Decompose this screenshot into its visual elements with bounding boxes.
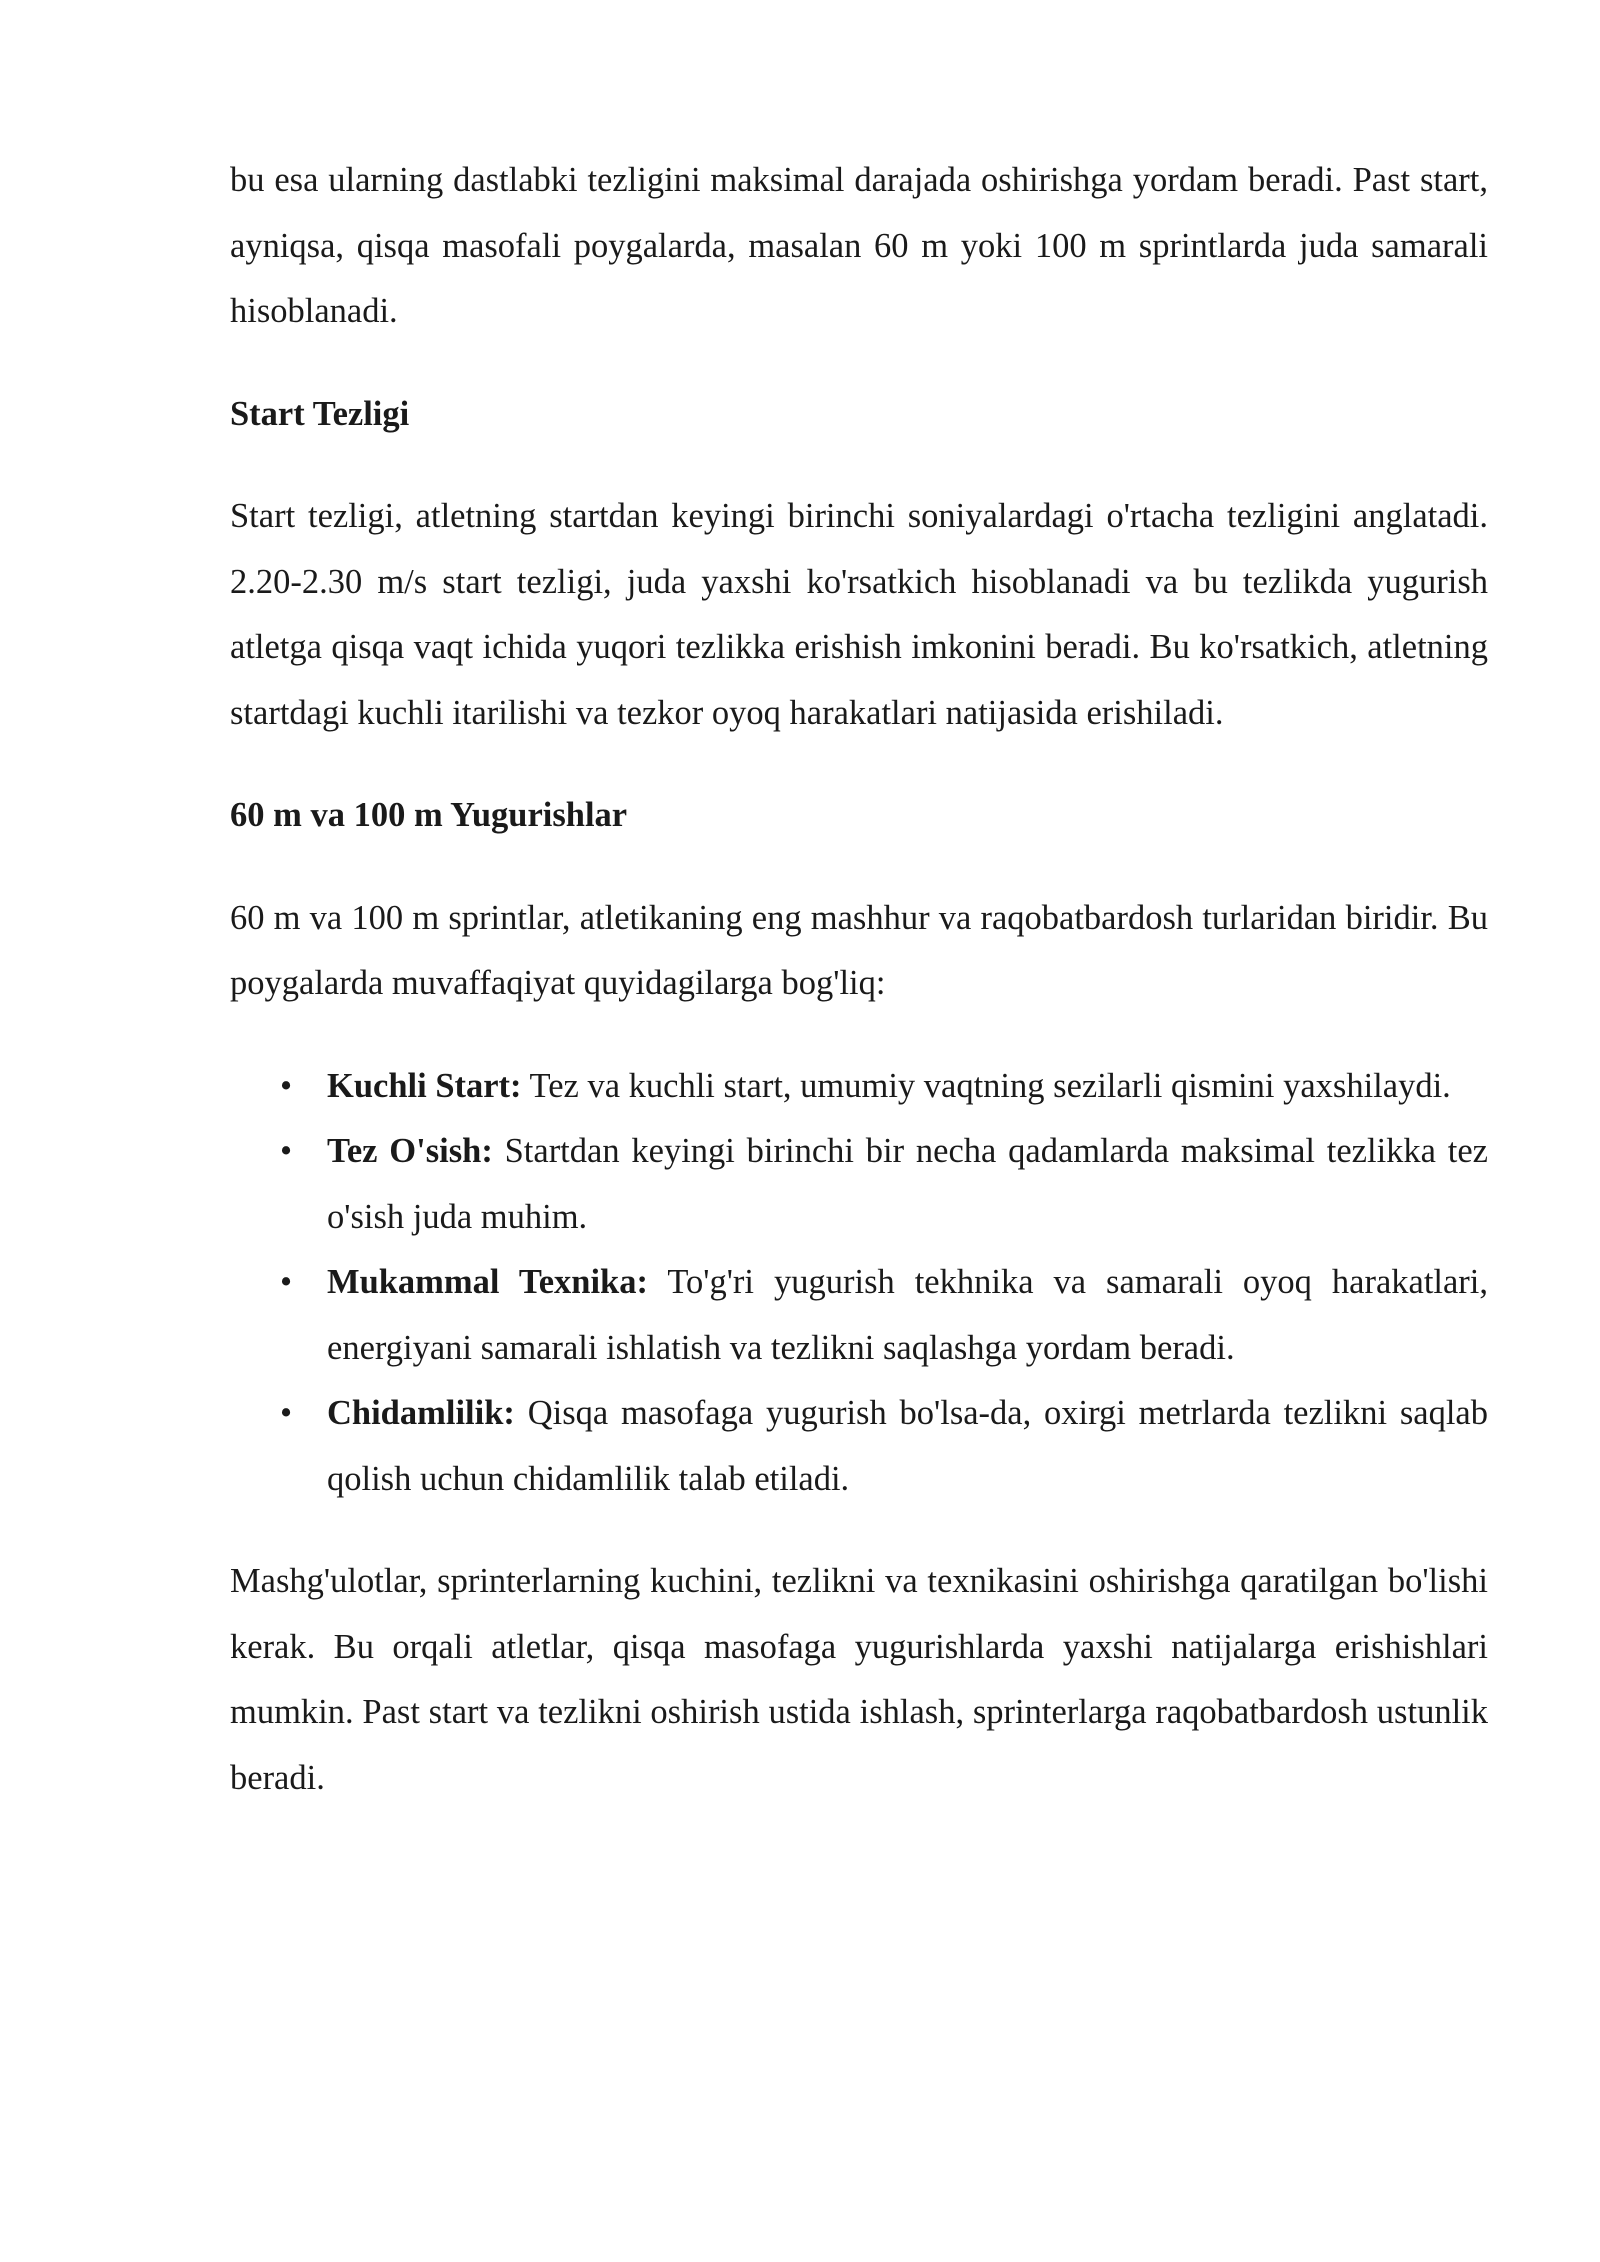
document-page xyxy=(230,148,1488,1811)
list-item-term: Kuchli Start: xyxy=(327,1066,522,1105)
bullet-icon: • xyxy=(279,1394,293,1432)
list-item xyxy=(230,1381,1488,1512)
list-item-text: Startdan keyingi birinchi bir necha qadamlarda maksimal tezlikka tez o'sish juda muhim. xyxy=(327,1132,1488,1236)
list-item-text: To'g'ri yugurish tekhnika va samarali oyoq harakatlari, energiyani samarali ishlatish va tezlikni saqlashga yordam beradi. xyxy=(327,1263,1488,1367)
list-item-term: Tez O'sish: xyxy=(327,1132,493,1170)
section-heading-start-tezligi: Start Tezligi xyxy=(230,394,410,433)
yugurishlar-paragraph: 60 m va 100 m sprintlar, atletikaning eng mashhur va raqobatbardosh turlaridan biridir. Bu poygalarda muvaffaqiyat quyidagilarga bog'liq: xyxy=(230,898,1488,1002)
list-item xyxy=(230,1054,1488,1120)
list-item-text: Tez va kuchli start, umumiy vaqtning sezilarli qismini yaxshilaydi. xyxy=(521,1066,1451,1105)
list-item xyxy=(230,1119,1488,1250)
list-item-text: Qisqa masofaga yugurish bo'lsa-da, oxirgi metrlarda tezlikni saqlab qolish uchun chidamlilik talab etiladi. xyxy=(327,1394,1488,1498)
start-tezligi-paragraph: Start tezligi, atletning startdan keyingi birinchi soniyalardagi o'rtacha tezligini anglatadi. 2.20-2.30 m/s start tezligi, juda yaxshi ko'rsatkich hisoblanadi va bu tezlikda yugurish atletga qisqa vaqt ichida yuqori tezlikka erishish imkonini beradi. Bu ko'rsatkich, atletning startdagi kuchli itarilishi va tezkor oyoq harakatlari natijasida erishiladi. xyxy=(230,497,1488,732)
closing-paragraph: Mashg'ulotlar, sprinterlarning kuchini, tezlikni va texnikasini oshirishga qaratilgan bo'lishi kerak. Bu orqali atletlar, qisqa masofaga yugurishlarda yaxshi natijalarga erishishlari mumkin. Past start va tezlikni oshirish ustida ishlash, sprinterlarga raqobatbardosh ustunlik beradi. xyxy=(230,1562,1488,1797)
intro-paragraph: bu esa ularning dastlabki tezligini maksimal darajada oshirishga yordam beradi. Past start, ayniqsa, qisqa masofali poygalarda, masalan 60 m yoki 100 m sprintlarda juda samarali hisoblanadi. xyxy=(230,161,1488,330)
list-item xyxy=(230,1250,1488,1381)
list-item-term: Chidamlilik: xyxy=(327,1394,515,1432)
list-item-term: Mukammal Texnika: xyxy=(327,1263,648,1301)
bullet-icon: • xyxy=(279,1132,293,1170)
factors-list xyxy=(230,1054,1488,1513)
section-heading-yugurishlar: 60 m va 100 m Yugurishlar xyxy=(230,796,628,834)
bullet-icon: • xyxy=(279,1263,293,1301)
bullet-icon: • xyxy=(279,1066,293,1105)
